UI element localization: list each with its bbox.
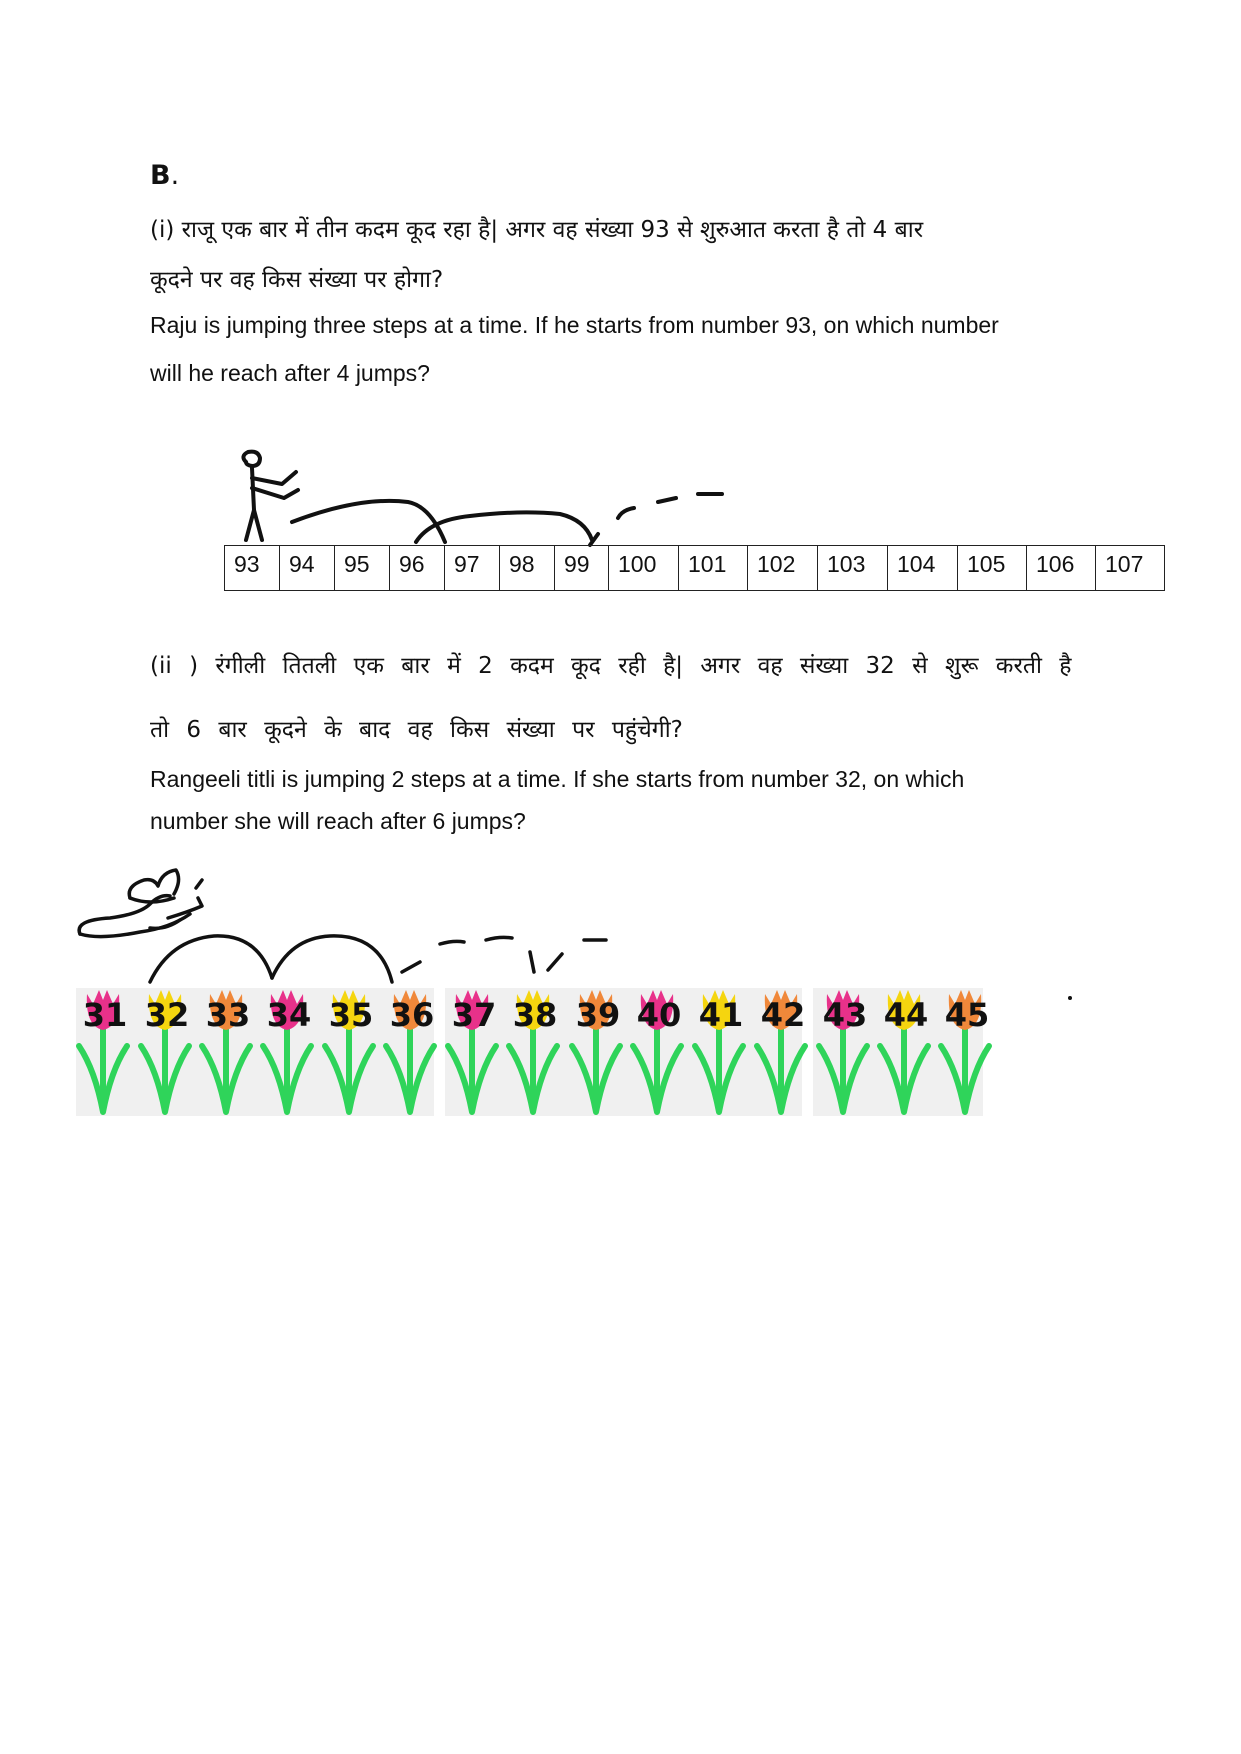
tulip-41 — [695, 990, 743, 1112]
section-dot: . — [170, 160, 180, 191]
tulip-40 — [633, 990, 681, 1112]
flower-number-45: 45 — [944, 996, 990, 1034]
flower-number-33: 33 — [205, 996, 251, 1034]
number-cell-93: 93 — [225, 546, 280, 590]
q2-english-line-2: number she will reach after 6 jumps? — [150, 808, 526, 834]
tulip-31 — [79, 990, 127, 1112]
tulip-36 — [386, 990, 434, 1112]
q1-english-line-2: will he reach after 4 jumps? — [150, 360, 430, 386]
q2-hindi-line-2: तो 6 बार कूदने के बाद वह किस संख्या पर पहुंचेगी? — [150, 717, 683, 743]
flower-number-44: 44 — [883, 996, 929, 1034]
flower-number-42: 42 — [760, 996, 806, 1034]
q1-hindi-line-1: (i) राजू एक बार में तीन कदम कूद रहा है| अगर वह संख्या 93 से शुरुआत करता है तो 4 बार — [150, 217, 924, 243]
flower-number-38: 38 — [512, 996, 558, 1034]
flower-number-41: 41 — [698, 996, 744, 1034]
q1-hindi-line-2: कूदने पर वह किस संख्या पर होगा? — [150, 267, 444, 293]
tulip-43 — [819, 990, 867, 1112]
q2-hindi-line-1: (ii ) रंगीली तितली एक बार में 2 कदम कूद रही है| अगर वह संख्या 32 से शुरू करती है — [150, 653, 1072, 679]
flower-number-31: 31 — [82, 996, 128, 1034]
tulip-45 — [941, 990, 989, 1112]
butterfly-icon — [79, 870, 202, 937]
number-cell-105: 105 — [958, 546, 1027, 590]
flower-number-35: 35 — [328, 996, 374, 1034]
flower-number-34: 34 — [266, 996, 312, 1034]
tulip-39 — [572, 990, 620, 1112]
number-cell-104: 104 — [888, 546, 958, 590]
tulip-35 — [325, 990, 373, 1112]
section-letter: B — [150, 160, 171, 191]
number-cell-101: 101 — [679, 546, 748, 590]
number-cell-96: 96 — [390, 546, 445, 590]
tulip-42 — [757, 990, 805, 1112]
number-cell-99: 99 — [555, 546, 609, 590]
flower-number-32: 32 — [144, 996, 190, 1034]
q2-english-line-1: Rangeeli titli is jumping 2 steps at a time. If she starts from number 32, on which — [150, 766, 965, 792]
flower-number-39: 39 — [575, 996, 621, 1034]
number-cell-103: 103 — [818, 546, 888, 590]
tulip-33 — [202, 990, 250, 1112]
tulip-32 — [141, 990, 189, 1112]
flower-number-43: 43 — [822, 996, 868, 1034]
tulip-38 — [509, 990, 557, 1112]
number-cell-94: 94 — [280, 546, 335, 590]
flower-number-37: 37 — [451, 996, 497, 1034]
number-cell-100: 100 — [609, 546, 679, 590]
number-cell-98: 98 — [500, 546, 555, 590]
number-cell-107: 107 — [1096, 546, 1165, 590]
tulip-44 — [880, 990, 928, 1112]
number-cell-97: 97 — [445, 546, 500, 590]
number-cell-106: 106 — [1027, 546, 1096, 590]
number-cell-102: 102 — [748, 546, 818, 590]
flower-number-36: 36 — [389, 996, 435, 1034]
number-cell-95: 95 — [335, 546, 390, 590]
tulip-37 — [448, 990, 496, 1112]
tulip-34 — [263, 990, 311, 1112]
flower-number-40: 40 — [636, 996, 682, 1034]
q1-english-line-1: Raju is jumping three steps at a time. If he starts from number 93, on which number — [150, 312, 999, 338]
